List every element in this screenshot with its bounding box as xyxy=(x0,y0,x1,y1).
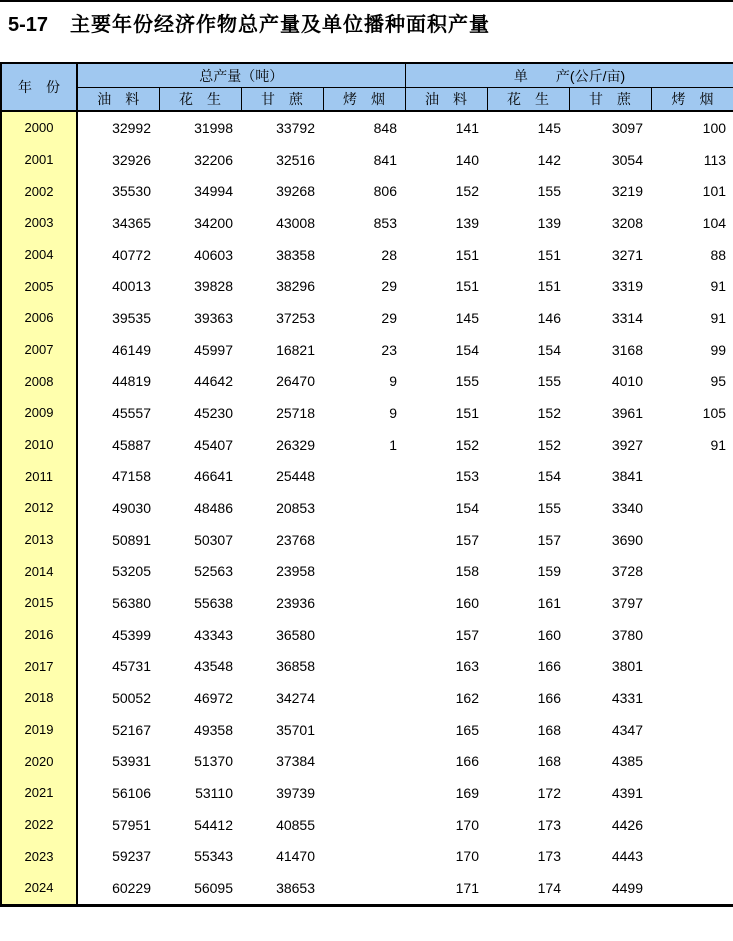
value-cell: 41470 xyxy=(241,840,323,872)
value-cell: 4385 xyxy=(569,745,651,777)
value-cell: 34200 xyxy=(159,207,241,239)
value-cell: 37253 xyxy=(241,302,323,334)
value-cell: 34365 xyxy=(77,207,159,239)
value-cell: 151 xyxy=(487,239,569,271)
value-cell xyxy=(651,619,733,651)
value-cell: 88 xyxy=(651,239,733,271)
value-cell: 3690 xyxy=(569,524,651,556)
value-cell: 806 xyxy=(323,175,405,207)
year-cell: 2011 xyxy=(1,460,77,492)
value-cell: 38296 xyxy=(241,270,323,302)
value-cell: 154 xyxy=(405,492,487,524)
table-row xyxy=(1,524,733,556)
table-row xyxy=(1,714,733,746)
table-row xyxy=(1,429,733,461)
value-cell: 25718 xyxy=(241,397,323,429)
table-row xyxy=(1,872,733,905)
value-cell: 151 xyxy=(405,239,487,271)
value-cell: 168 xyxy=(487,714,569,746)
value-cell: 3219 xyxy=(569,175,651,207)
value-cell xyxy=(323,809,405,841)
col-header-tobacco-total: 烤 烟 xyxy=(323,88,405,112)
table-row xyxy=(1,809,733,841)
year-cell: 2006 xyxy=(1,302,77,334)
value-cell: 57951 xyxy=(77,809,159,841)
value-cell: 91 xyxy=(651,429,733,461)
year-cell: 2008 xyxy=(1,365,77,397)
value-cell: 36858 xyxy=(241,650,323,682)
header-sub-row xyxy=(1,88,733,112)
year-cell: 2021 xyxy=(1,777,77,809)
value-cell: 39268 xyxy=(241,175,323,207)
year-cell: 2017 xyxy=(1,650,77,682)
value-cell: 160 xyxy=(405,587,487,619)
value-cell: 53110 xyxy=(159,777,241,809)
value-cell: 51370 xyxy=(159,745,241,777)
year-cell: 2012 xyxy=(1,492,77,524)
table-number: 5-17 xyxy=(8,14,49,36)
value-cell xyxy=(323,587,405,619)
value-cell xyxy=(651,587,733,619)
value-cell xyxy=(323,682,405,714)
value-cell: 35530 xyxy=(77,175,159,207)
value-cell: 49358 xyxy=(159,714,241,746)
value-cell: 848 xyxy=(323,111,405,144)
value-cell: 43343 xyxy=(159,619,241,651)
value-cell: 3780 xyxy=(569,619,651,651)
value-cell: 56106 xyxy=(77,777,159,809)
table-row xyxy=(1,587,733,619)
value-cell: 29 xyxy=(323,302,405,334)
total-output-group-header: 总产量（吨） xyxy=(77,63,405,88)
value-cell: 161 xyxy=(487,587,569,619)
year-cell: 2005 xyxy=(1,270,77,302)
value-cell: 55638 xyxy=(159,587,241,619)
value-cell: 101 xyxy=(651,175,733,207)
table-row xyxy=(1,207,733,239)
value-cell: 39828 xyxy=(159,270,241,302)
value-cell: 173 xyxy=(487,809,569,841)
value-cell xyxy=(323,555,405,587)
table-row xyxy=(1,397,733,429)
table-row xyxy=(1,745,733,777)
value-cell: 155 xyxy=(487,175,569,207)
value-cell: 157 xyxy=(405,524,487,556)
value-cell: 153 xyxy=(405,460,487,492)
value-cell: 142 xyxy=(487,144,569,176)
value-cell xyxy=(651,650,733,682)
value-cell: 105 xyxy=(651,397,733,429)
value-cell: 3208 xyxy=(569,207,651,239)
value-cell: 152 xyxy=(405,429,487,461)
value-cell xyxy=(651,460,733,492)
value-cell: 45557 xyxy=(77,397,159,429)
value-cell: 166 xyxy=(487,682,569,714)
value-cell: 23936 xyxy=(241,587,323,619)
value-cell: 34274 xyxy=(241,682,323,714)
year-cell: 2002 xyxy=(1,175,77,207)
year-cell: 2016 xyxy=(1,619,77,651)
value-cell: 170 xyxy=(405,840,487,872)
value-cell xyxy=(323,872,405,905)
value-cell xyxy=(651,714,733,746)
value-cell: 145 xyxy=(405,302,487,334)
value-cell: 3314 xyxy=(569,302,651,334)
value-cell: 3168 xyxy=(569,334,651,366)
value-cell xyxy=(651,872,733,905)
value-cell: 26329 xyxy=(241,429,323,461)
year-cell: 2000 xyxy=(1,111,77,144)
value-cell: 39535 xyxy=(77,302,159,334)
value-cell: 154 xyxy=(487,334,569,366)
value-cell: 3340 xyxy=(569,492,651,524)
value-cell: 3801 xyxy=(569,650,651,682)
value-cell: 100 xyxy=(651,111,733,144)
value-cell: 31998 xyxy=(159,111,241,144)
table-row xyxy=(1,492,733,524)
table-body xyxy=(1,111,733,905)
value-cell: 168 xyxy=(487,745,569,777)
table-row xyxy=(1,144,733,176)
value-cell: 9 xyxy=(323,397,405,429)
value-cell: 3927 xyxy=(569,429,651,461)
value-cell: 32992 xyxy=(77,111,159,144)
value-cell: 52167 xyxy=(77,714,159,746)
value-cell: 104 xyxy=(651,207,733,239)
value-cell: 95 xyxy=(651,365,733,397)
value-cell: 4010 xyxy=(569,365,651,397)
value-cell: 159 xyxy=(487,555,569,587)
table-row xyxy=(1,777,733,809)
value-cell: 99 xyxy=(651,334,733,366)
table-row xyxy=(1,682,733,714)
year-cell: 2001 xyxy=(1,144,77,176)
value-cell xyxy=(323,619,405,651)
value-cell: 157 xyxy=(487,524,569,556)
value-cell: 853 xyxy=(323,207,405,239)
value-cell: 151 xyxy=(405,270,487,302)
value-cell: 38358 xyxy=(241,239,323,271)
value-cell: 155 xyxy=(487,492,569,524)
col-header-peanut-yield: 花 生 xyxy=(487,88,569,112)
value-cell xyxy=(651,840,733,872)
col-header-peanut-total: 花 生 xyxy=(159,88,241,112)
value-cell: 26470 xyxy=(241,365,323,397)
value-cell: 841 xyxy=(323,144,405,176)
table-row xyxy=(1,270,733,302)
value-cell xyxy=(323,650,405,682)
value-cell: 152 xyxy=(487,429,569,461)
table-row xyxy=(1,619,733,651)
value-cell xyxy=(323,840,405,872)
value-cell: 146 xyxy=(487,302,569,334)
value-cell: 3097 xyxy=(569,111,651,144)
year-cell: 2004 xyxy=(1,239,77,271)
statistics-table xyxy=(0,62,733,907)
year-cell: 2013 xyxy=(1,524,77,556)
year-cell: 2010 xyxy=(1,429,77,461)
year-cell: 2023 xyxy=(1,840,77,872)
header-group-row xyxy=(1,63,733,88)
value-cell: 45230 xyxy=(159,397,241,429)
value-cell: 32516 xyxy=(241,144,323,176)
year-cell: 2014 xyxy=(1,555,77,587)
value-cell: 23768 xyxy=(241,524,323,556)
value-cell: 56095 xyxy=(159,872,241,905)
value-cell: 40603 xyxy=(159,239,241,271)
value-cell: 3797 xyxy=(569,587,651,619)
value-cell: 36580 xyxy=(241,619,323,651)
value-cell: 35701 xyxy=(241,714,323,746)
table-row xyxy=(1,365,733,397)
value-cell: 38653 xyxy=(241,872,323,905)
value-cell: 48486 xyxy=(159,492,241,524)
value-cell: 50891 xyxy=(77,524,159,556)
year-cell: 2018 xyxy=(1,682,77,714)
value-cell: 170 xyxy=(405,809,487,841)
value-cell: 171 xyxy=(405,872,487,905)
col-header-cane-total: 甘 蔗 xyxy=(241,88,323,112)
value-cell xyxy=(323,714,405,746)
page-title xyxy=(8,8,733,37)
value-cell: 53205 xyxy=(77,555,159,587)
value-cell xyxy=(323,524,405,556)
value-cell: 49030 xyxy=(77,492,159,524)
value-cell xyxy=(323,492,405,524)
unit-yield-group-header: 单 产(公斤/亩) xyxy=(405,63,733,88)
value-cell: 152 xyxy=(405,175,487,207)
table-row xyxy=(1,175,733,207)
value-cell: 23 xyxy=(323,334,405,366)
col-header-oil-total: 油 料 xyxy=(77,88,159,112)
value-cell: 172 xyxy=(487,777,569,809)
value-cell: 174 xyxy=(487,872,569,905)
value-cell: 45399 xyxy=(77,619,159,651)
value-cell: 91 xyxy=(651,302,733,334)
table-row xyxy=(1,555,733,587)
value-cell: 40772 xyxy=(77,239,159,271)
value-cell: 151 xyxy=(487,270,569,302)
year-cell: 2009 xyxy=(1,397,77,429)
value-cell: 3054 xyxy=(569,144,651,176)
value-cell xyxy=(651,682,733,714)
table-row xyxy=(1,650,733,682)
value-cell: 145 xyxy=(487,111,569,144)
table-row xyxy=(1,239,733,271)
value-cell: 44819 xyxy=(77,365,159,397)
value-cell: 141 xyxy=(405,111,487,144)
value-cell xyxy=(651,809,733,841)
value-cell: 155 xyxy=(405,365,487,397)
value-cell: 163 xyxy=(405,650,487,682)
value-cell: 139 xyxy=(487,207,569,239)
value-cell: 45997 xyxy=(159,334,241,366)
value-cell xyxy=(651,745,733,777)
value-cell: 39739 xyxy=(241,777,323,809)
year-cell: 2024 xyxy=(1,872,77,905)
value-cell: 46641 xyxy=(159,460,241,492)
value-cell: 4426 xyxy=(569,809,651,841)
value-cell: 23958 xyxy=(241,555,323,587)
value-cell: 59237 xyxy=(77,840,159,872)
value-cell: 44642 xyxy=(159,365,241,397)
value-cell xyxy=(651,555,733,587)
value-cell: 29 xyxy=(323,270,405,302)
value-cell: 40013 xyxy=(77,270,159,302)
value-cell: 43008 xyxy=(241,207,323,239)
value-cell: 20853 xyxy=(241,492,323,524)
value-cell: 46972 xyxy=(159,682,241,714)
value-cell: 53931 xyxy=(77,745,159,777)
col-header-cane-yield: 甘 蔗 xyxy=(569,88,651,112)
table-title-text: 主要年份经济作物总产量及单位播种面积产量 xyxy=(70,14,491,36)
value-cell xyxy=(323,777,405,809)
value-cell xyxy=(651,492,733,524)
col-header-tobacco-yield: 烤 烟 xyxy=(651,88,733,112)
table-row xyxy=(1,302,733,334)
year-cell: 2003 xyxy=(1,207,77,239)
value-cell: 158 xyxy=(405,555,487,587)
value-cell: 32206 xyxy=(159,144,241,176)
value-cell: 3841 xyxy=(569,460,651,492)
value-cell: 37384 xyxy=(241,745,323,777)
value-cell: 40855 xyxy=(241,809,323,841)
value-cell: 113 xyxy=(651,144,733,176)
value-cell: 155 xyxy=(487,365,569,397)
table-row xyxy=(1,111,733,144)
value-cell: 55343 xyxy=(159,840,241,872)
value-cell: 4347 xyxy=(569,714,651,746)
value-cell: 166 xyxy=(405,745,487,777)
value-cell: 4391 xyxy=(569,777,651,809)
value-cell: 140 xyxy=(405,144,487,176)
value-cell: 160 xyxy=(487,619,569,651)
year-cell: 2019 xyxy=(1,714,77,746)
value-cell: 166 xyxy=(487,650,569,682)
value-cell: 3271 xyxy=(569,239,651,271)
value-cell: 50052 xyxy=(77,682,159,714)
value-cell xyxy=(651,524,733,556)
value-cell: 47158 xyxy=(77,460,159,492)
year-cell: 2015 xyxy=(1,587,77,619)
table-row xyxy=(1,334,733,366)
value-cell: 56380 xyxy=(77,587,159,619)
value-cell: 139 xyxy=(405,207,487,239)
value-cell: 169 xyxy=(405,777,487,809)
value-cell: 91 xyxy=(651,270,733,302)
value-cell: 28 xyxy=(323,239,405,271)
value-cell: 32926 xyxy=(77,144,159,176)
value-cell: 46149 xyxy=(77,334,159,366)
value-cell: 4443 xyxy=(569,840,651,872)
value-cell: 54412 xyxy=(159,809,241,841)
year-cell: 2007 xyxy=(1,334,77,366)
year-column-header: 年 份 xyxy=(1,63,77,111)
value-cell: 4499 xyxy=(569,872,651,905)
value-cell: 162 xyxy=(405,682,487,714)
value-cell: 39363 xyxy=(159,302,241,334)
value-cell: 4331 xyxy=(569,682,651,714)
value-cell: 157 xyxy=(405,619,487,651)
value-cell: 45887 xyxy=(77,429,159,461)
value-cell: 9 xyxy=(323,365,405,397)
value-cell: 43548 xyxy=(159,650,241,682)
value-cell: 45407 xyxy=(159,429,241,461)
value-cell xyxy=(651,777,733,809)
value-cell: 33792 xyxy=(241,111,323,144)
col-header-oil-yield: 油 料 xyxy=(405,88,487,112)
value-cell xyxy=(323,745,405,777)
value-cell: 3961 xyxy=(569,397,651,429)
value-cell: 16821 xyxy=(241,334,323,366)
value-cell: 45731 xyxy=(77,650,159,682)
year-cell: 2020 xyxy=(1,745,77,777)
table-row xyxy=(1,460,733,492)
year-cell: 2022 xyxy=(1,809,77,841)
value-cell: 173 xyxy=(487,840,569,872)
value-cell: 3319 xyxy=(569,270,651,302)
value-cell: 154 xyxy=(405,334,487,366)
value-cell: 25448 xyxy=(241,460,323,492)
value-cell: 1 xyxy=(323,429,405,461)
table-row xyxy=(1,840,733,872)
value-cell: 165 xyxy=(405,714,487,746)
value-cell: 60229 xyxy=(77,872,159,905)
top-divider-line xyxy=(0,0,733,2)
value-cell: 34994 xyxy=(159,175,241,207)
value-cell: 3728 xyxy=(569,555,651,587)
value-cell: 154 xyxy=(487,460,569,492)
value-cell: 152 xyxy=(487,397,569,429)
value-cell: 151 xyxy=(405,397,487,429)
value-cell: 52563 xyxy=(159,555,241,587)
value-cell xyxy=(323,460,405,492)
table-header xyxy=(1,63,733,111)
value-cell: 50307 xyxy=(159,524,241,556)
